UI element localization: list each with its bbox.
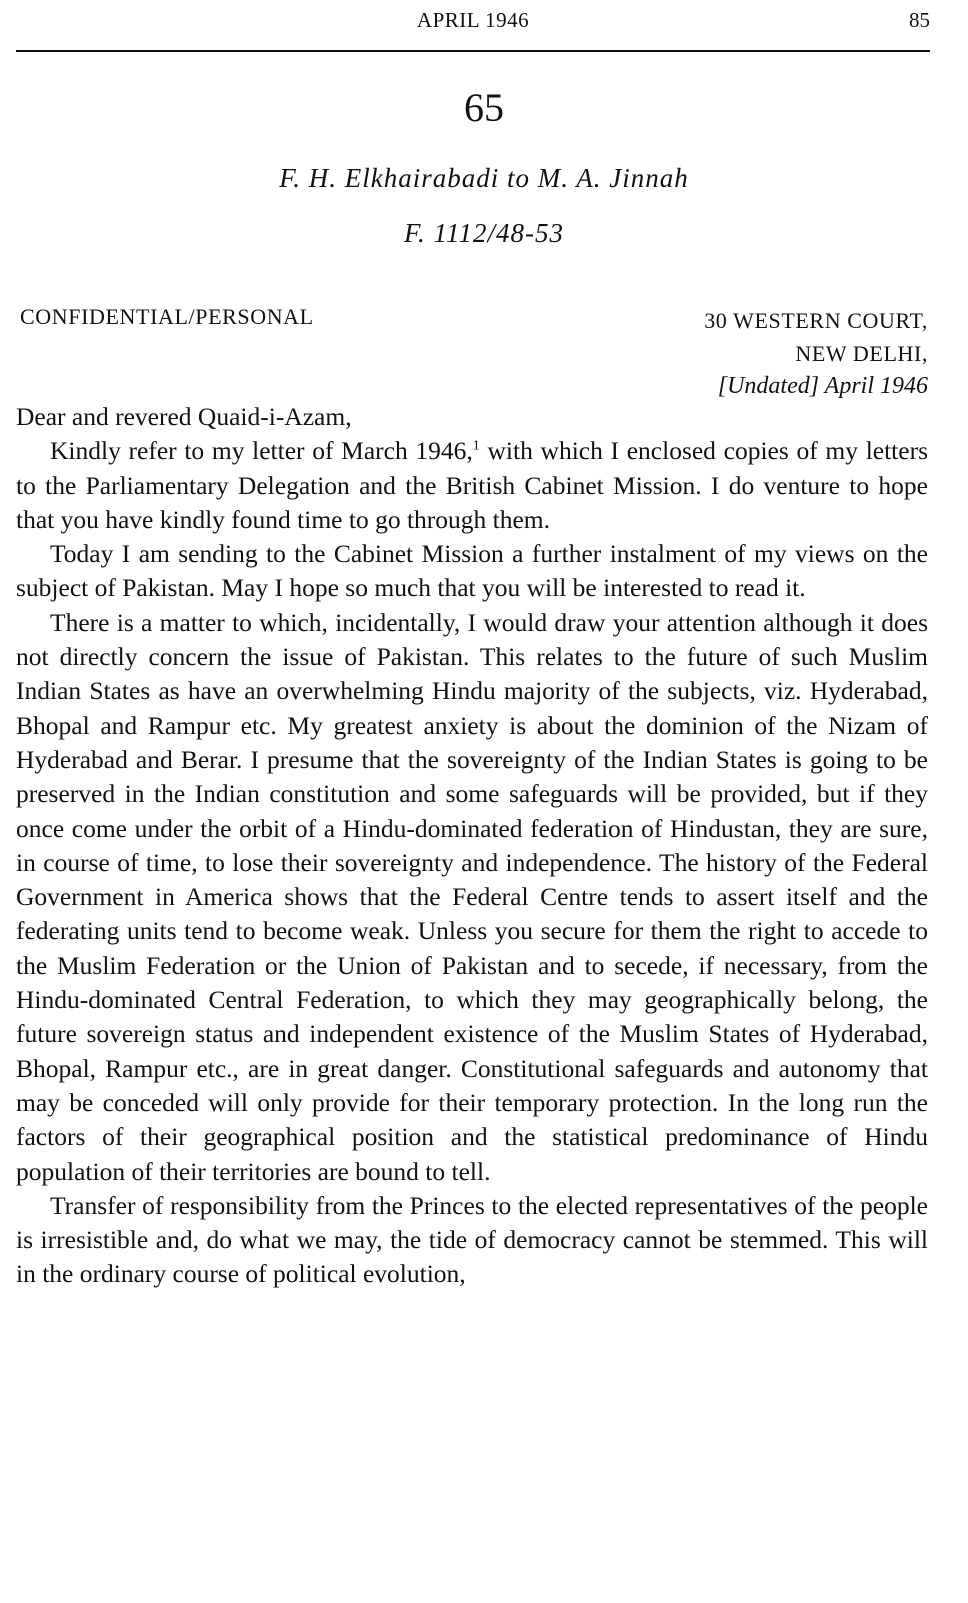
letter-date	[704, 370, 928, 403]
date-text: April 1946	[819, 373, 928, 399]
paragraph-1-start: Kindly refer to my letter of March 1946,	[50, 436, 473, 466]
document-number: 65	[464, 85, 504, 130]
date-bracket: [Undated]	[717, 373, 820, 399]
salutation: Dear and revered Quaid-i-Azam,	[16, 402, 352, 431]
document-reference: F. 1112/48-53	[404, 218, 564, 248]
paragraph-1	[16, 434, 928, 537]
paragraph-3: There is a matter to which, incidentally, I would draw your attention although it does not directly concern the issue of Pakistan. This relates to the future of such Muslim Indian States as have an overwhelming Hindu majority of the subjects, viz. Hyderabad, Bhopal and Rampur etc. My greatest anxiety is about the dominion of the Nizam of Hyderabad and Berar. I presume that the sovereignty of the Indian States is going to be preserved in the Indian constitution and some safeguards will be provided, but if they once come under the orbit of a Hindu-dominated federation of Hindustan, they are sure, in course of time, to lose their sovereignty and independence. The history of the Federal Government in America shows that the Federal Centre tends to assert itself and the federating units tend to become weak. Unless you secure for them the right to accede to the Muslim Federation or the Union of Pakistan and to secede, if necessary, from the Hindu-dominated Central Federation, to which they may geographically belong, the future sovereign status and independent existence of the Muslim States of Hyderabad, Bhopal, Rampur etc., are in great danger. Constitutional safeguards and autonomy that may be conceded will only provide for their temporary protection. In the long run the factors of their geographical position and the statistical predominance of Hindu population of their territories are bound to tell.	[16, 607, 928, 1186]
header-rule	[16, 50, 930, 52]
address-line-2: NEW DELHI,	[795, 341, 928, 366]
running-head-title: APRIL 1946	[416, 8, 530, 32]
paragraph-2: Today I am sending to the Cabinet Mission a further instalment of my views on the subject of Pakistan. May I hope so much that you will be interested to read it.	[16, 539, 928, 603]
paragraph-1-rest: with which I enclosed copies of my letters to the Parliamentary Delegation and the British Cabinet Mission. I do venture to hope that you have kindly found time to go through them.	[16, 436, 928, 534]
address-line-1: 30 WESTERN COURT,	[704, 308, 928, 333]
footnote-marker: 1	[472, 438, 480, 454]
document-title: F. H. Elkhairabadi to M. A. Jinnah	[279, 163, 689, 193]
running-head	[16, 8, 930, 38]
paragraph-4: Transfer of responsibility from the Princes to the elected representatives of the people is irresistible and, do what we may, the tide of democracy cannot be stemmed. This will in the ordinary course of political evolution,	[16, 1190, 928, 1289]
sender-address	[704, 304, 928, 403]
page-number: 85	[909, 8, 930, 32]
classification-label: CONFIDENTIAL/PERSONAL	[20, 304, 314, 329]
letter-body	[16, 400, 928, 1292]
